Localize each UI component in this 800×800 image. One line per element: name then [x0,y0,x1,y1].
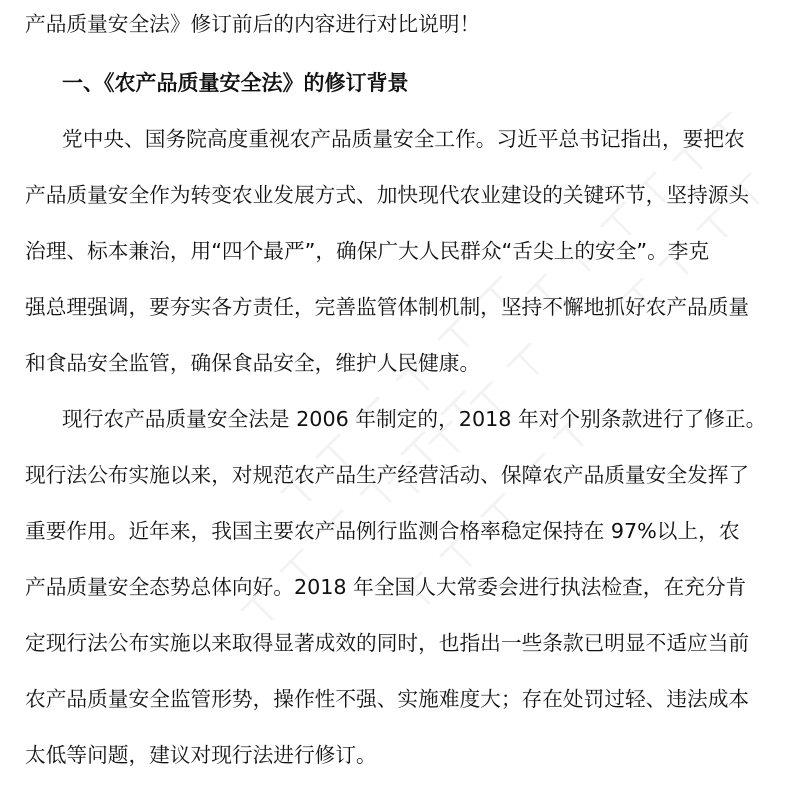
paragraph-2-line-2: 现行法公布实施以来，对规范农产品生产经营活动、保障农产品质量安全发挥了 [25,463,750,487]
paragraph-2-line-7: 太低等问题，建议对现行法进行修订。 [25,743,377,767]
paragraph-2-line-4: 产品质量安全态势总体向好。2018 年全国人大常委会进行执法检查，在充分肯 [25,575,747,599]
paragraph-1-line-4: 强总理强调，要夯实各方责任，完善监管体制机制，坚持不懈地抓好农产品质量 [25,295,750,319]
paragraph-2-line-5: 定现行法公布实施以来取得显著成效的同时，也指出一些条款已明显不适应当前 [25,631,750,655]
paragraph-2-line-6: 农产品质量安全监管形势，操作性不强、实施难度大；存在处罚过轻、违法成本 [25,687,750,711]
paragraph-1-line-1: 党中央、国务院高度重视农产品质量安全工作。习近平总书记指出，要把农 [62,127,745,151]
paragraph-1-line-2: 产品质量安全作为转变农业发展方式、加快现代农业建设的关键环节，坚持源头 [25,183,750,207]
paragraph-1-line-5: 和食品安全监管，确保食品安全，维护人民健康。 [25,351,481,375]
paragraph-1-line-3: 治理、标本兼治，用“四个最严”，确保广大人民群众“舌尖上的安全”。李克 [25,239,710,263]
paragraph-2-line-1: 现行农产品质量安全法是 2006 年制定的，2018 年对个别条款进行了修正。 [62,407,767,431]
paragraph-2-line-3: 重要作用。近年来，我国主要农产品例行监测合格率稳定保持在 97%以上，农 [25,519,740,543]
section-heading: 一、《农产品质量安全法》的修订背景 [62,71,409,95]
text-line-1: 产品质量安全法》修订前后的内容进行对比说明！ [25,12,481,36]
